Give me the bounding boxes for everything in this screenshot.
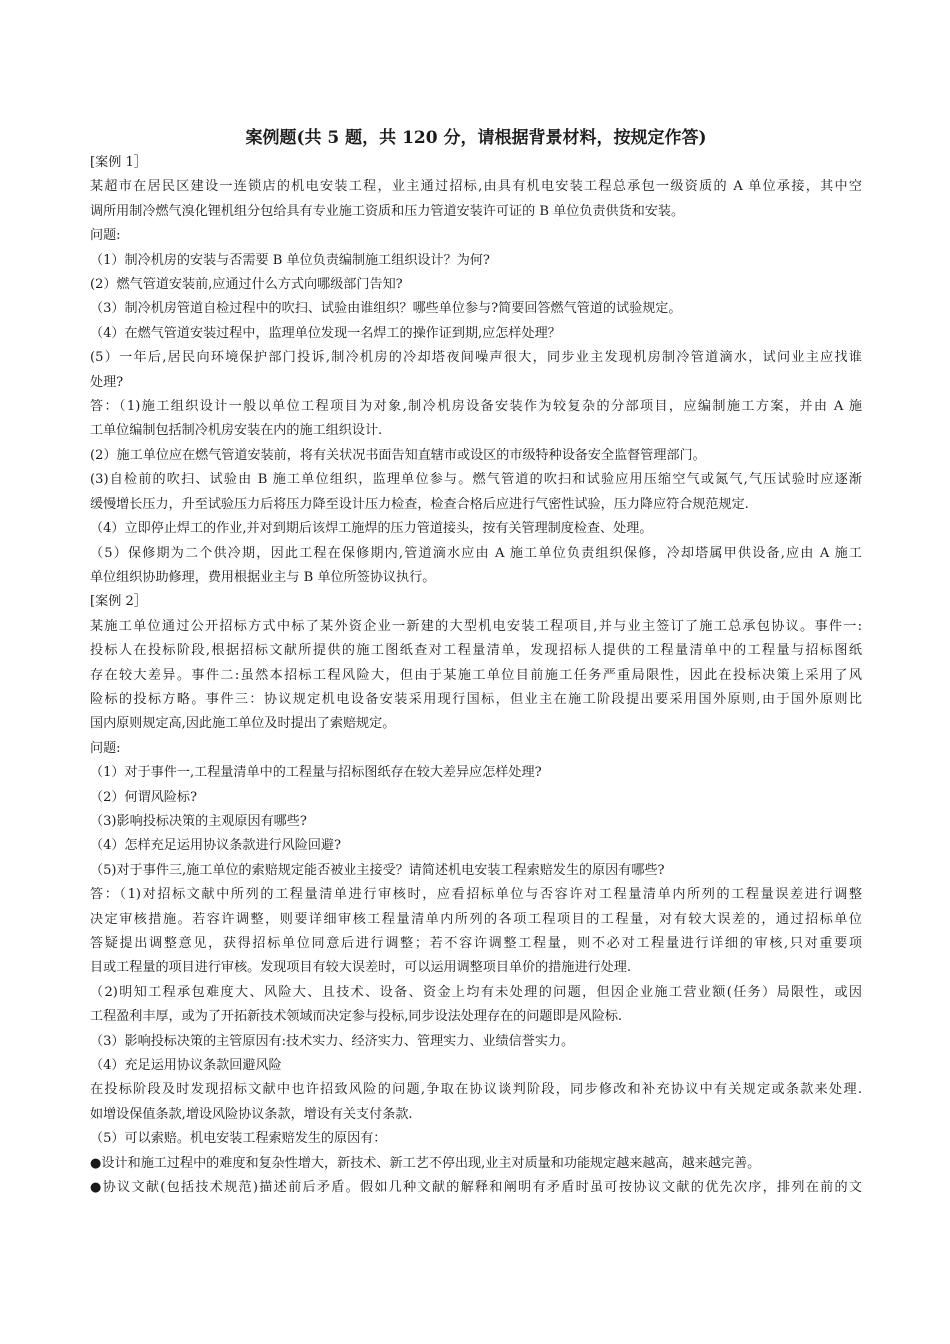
text-line: 答疑提出调整意见，获得招标单位同意后进行调整；若不容许调整工程量，则不必对工程量进行详细的审核,只对重要项 (90, 936, 862, 951)
text-line: 投标人在投标阶段,根据招标文献所提供的施工图纸查对工程量清单，发现招标人提供的工程量清单中的工程量与招标图纸 (90, 643, 862, 659)
text-line: (3)自检前的吹扫、试验由 B 施工单位组织，监理单位参与。燃气管道的吹扫和试验应用压缩空气或氮气,气压试验时应逐渐 (90, 472, 862, 488)
text-line: （3）影响投标决策的主管原因有:技术实力、经济实力、管理实力、业绩信誉实力。 (90, 1033, 575, 1049)
text-line: 存在较大差异。事件二:虽然本招标工程风险大，但由于某施工单位目前施工任务严重局限性，因此在投标决策上采用了风 (90, 667, 862, 683)
text-line: 某施工单位通过公开招标方式中标了某外资企业一新建的大型机电安装工程项目,并与业主签订了施工总承包协议。事件一: (90, 618, 862, 634)
text-line: 问题: (90, 228, 121, 244)
document-body (90, 151, 862, 1200)
text-line: （4）立即停止焊工的作业,并对到期后该焊工施焊的压力管道接头，按有关管理制度检查、处理。 (90, 521, 653, 537)
text-line: （5)对于事件三,施工单位的索赔规定能否被业主接受？请简述机电安装工程索赔发生的原因有哪些? (90, 862, 665, 878)
text-line: ●协议文献(包括技术规范)描述前后矛盾。假如几种文献的解释和阐明有矛盾时虽可按协议文献的优先次序，排列在前的文 (90, 1180, 862, 1196)
text-line: （2)明知工程承包难度大、风险大、且技术、设备、资金上均有未处理的问题，但因企业施工营业额(任务）局限性，或因 (90, 984, 862, 1000)
text-line: （1）对于事件一,工程量清单中的工程量与招标图纸存在较大差异应怎样处理? (90, 765, 542, 781)
text-line: 调所用制冷燃气溴化锂机组分包给具有专业施工资质和压力管道安装许可证的 B 单位负责供货和安装。 (90, 203, 685, 219)
text-line: 工单位编制包括制冷机房安装在内的施工组织设计. (90, 423, 383, 439)
text-line: 如增设保值条款,增设风险协议条款，增设有关支付条款. (90, 1106, 413, 1122)
text-line: 某超市在居民区建设一连锁店的机电安装工程，业主通过招标,由具有机电安装工程总承包一级资质的 A 单位承接，其中空 (90, 179, 862, 195)
text-line: [案例 2］ (90, 594, 147, 610)
text-line: 国内原则规定高,因此施工单位及时提出了索赔规定。 (90, 716, 396, 732)
text-line: 答：（1)对招标文献中所列的工程量清单进行审核时，应看招标单位与否容许对工程量清单内所列的工程量误差进行调整 (90, 887, 862, 903)
text-line: （1）制冷机房的安装与否需要 B 单位负责编制施工组织设计？为何? (90, 252, 490, 268)
text-line: （5）可以索赔。机电安装工程索赔发生的原因有： (90, 1131, 387, 1147)
text-line: （5）保修期为二个供冷期，因此工程在保修期内,管道滴水应由 A 施工单位负责组织保修，冷却塔属甲供设备,应由 A 施工 (90, 545, 862, 561)
text-line: ●设计和施工过程中的难度和复杂性增大，新技术、新工艺不停出现,业主对质量和功能规定越来越高，越来越完善。 (90, 1155, 761, 1171)
text-line: （3）制冷机房管道自检过程中的吹扫、试验由谁组织？哪些单位参与?简要回答燃气管道的试验规定。 (90, 301, 682, 317)
text-line: 处理? (90, 374, 124, 390)
text-line: 在投标阶段及时发现招标文献中也许招致风险的问题,争取在协议谈判阶段，同步修改和补充协议中有关规定或条款来处理. (90, 1082, 862, 1098)
text-line: (2）燃气管道安装前,应通过什么方式向哪级部门告知? (90, 277, 403, 293)
document-page (90, 127, 862, 1200)
document-title: 案例题(共 5 题，共 120 分，请根据背景材料，按规定作答) (245, 128, 707, 148)
text-line: 工程盈利丰厚，或为了开拓新技术领域而决定参与投标,同步设法处理存在的问题即是风险标. (90, 1009, 623, 1025)
text-line: （4）在燃气管道安装过程中，监理单位发现一名焊工的操作证到期,应怎样处理？ (90, 325, 561, 341)
text-line: （3)影响投标决策的主观原因有哪些? (90, 813, 307, 829)
text-line: (2）施工单位应在燃气管道安装前，将有关状况书面告知直辖市或设区的市级特种设备安全监督管理部门。 (90, 447, 706, 463)
text-line: [案例 1］ (90, 155, 147, 170)
text-line: 险标的投标方略。事件三：协议规定机电设备安装采用现行国标，但业主在施工阶段提出要采用国外原则,由于国外原则比 (90, 691, 862, 707)
text-line: （4）怎样充足运用协议条款进行风险回避? (90, 838, 342, 854)
text-line: 缓慢增长压力，升至试验压力后将压力降至设计压力检查，检查合格后应进行气密性试验，压力降应符合规范规定. (90, 496, 749, 512)
text-line: 答：（1)施工组织设计一般以单位工程项目为对象,制冷机房设备安装作为较复杂的分部项目，应编制施工方案，并由 A 施 (90, 399, 862, 415)
text-line: 单位组织协助修理，费用根据业主与 B 单位所签协议执行。 (90, 569, 436, 585)
text-line: 决定审核措施。若容许调整，则要详细审核工程量清单内所列的各项工程项目的工程量，对有较大误差的，通过招标单位 (90, 911, 862, 927)
text-line: (5）一年后,居民向环境保护部门投诉,制冷机房的冷却塔夜间噪声很大，同步业主发现机房制冷管道滴水，试问业主应找谁 (90, 350, 862, 366)
text-line: （4）充足运用协议条款回避风险 (90, 1058, 282, 1074)
text-line: 目或工程量的项目进行审核。发现项目有较大误差时，可以运用调整项目单价的措施进行处理. (90, 960, 632, 976)
text-line: 问题: (90, 740, 121, 756)
text-line: （2）何谓风险标? (90, 789, 198, 805)
